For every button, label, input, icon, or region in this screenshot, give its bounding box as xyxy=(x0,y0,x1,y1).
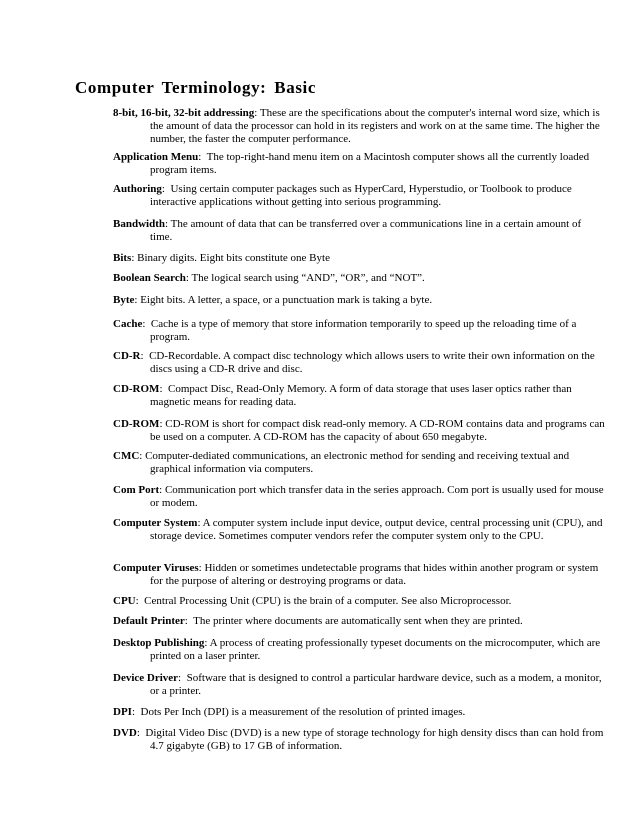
term-separator: : xyxy=(131,706,141,718)
glossary-term: Com Port xyxy=(113,484,160,496)
glossary-definition: Binary digits. Eight bits constitute one Byte xyxy=(137,252,330,264)
term-separator: : xyxy=(159,418,166,430)
glossary-definition: Compact Disc, Read-Only Memory. A form of data storage that uses laser optics rather than magnetic means for reading data. xyxy=(150,383,572,408)
glossary-definition: CD-Recordable. A compact disc technology which allows users to write their own information on the discs using a CD-R drive and disc. xyxy=(149,350,595,375)
glossary-entry xyxy=(113,706,605,719)
glossary-term: CMC xyxy=(113,450,140,462)
term-separator: : xyxy=(204,637,210,649)
glossary-term: Device Driver xyxy=(113,672,179,684)
glossary-entry xyxy=(113,350,605,376)
term-separator: : xyxy=(135,595,145,607)
glossary-term: 8-bit, 16-bit, 32-bit addressing xyxy=(113,107,255,119)
glossary-definition: A process of creating professionally typeset documents on the microcomputer, which are printed on a laser printer. xyxy=(150,637,601,662)
term-separator: : xyxy=(185,272,192,284)
glossary-definition: The printer where documents are automatically sent when they are printed. xyxy=(193,615,523,627)
glossary-term: Application Menu xyxy=(113,151,199,163)
term-separator: : xyxy=(197,517,203,529)
glossary-definition: Eight bits. A letter, a space, or a punctuation mark is taking a byte. xyxy=(140,294,433,306)
glossary-term: Bandwidth xyxy=(113,218,165,230)
glossary-entry xyxy=(113,484,605,510)
glossary-term: Desktop Publishing xyxy=(113,637,205,649)
glossary-term: Computer System xyxy=(113,517,198,529)
glossary-entry xyxy=(113,318,605,344)
glossary-term: CD-R xyxy=(113,350,141,362)
glossary-term: CD-ROM xyxy=(113,383,160,395)
glossary-definition: Communication port which transfer data in the series approach. Com port is usually used for mouse or modem. xyxy=(150,484,604,509)
glossary-definition: CD-ROM is short for compact disk read-only memory. A CD-ROM contains data and programs can be used on a computer. A CD-ROM has the capacity of about 650 megabyte. xyxy=(150,418,605,443)
glossary-term: Computer Viruses xyxy=(113,562,199,574)
glossary-entry xyxy=(113,183,605,209)
glossary-entry xyxy=(113,272,605,285)
glossary-entry xyxy=(113,562,605,588)
glossary-entry xyxy=(113,672,605,698)
glossary-term: Authoring xyxy=(113,183,162,195)
glossary-entry xyxy=(113,595,605,608)
term-separator: : xyxy=(134,294,141,306)
term-separator: : xyxy=(136,727,146,739)
term-separator: : xyxy=(159,383,168,395)
glossary-term: CPU xyxy=(113,595,136,607)
term-separator: : xyxy=(140,350,150,362)
glossary-definition: Hidden or sometimes undetectable programs that hides within another program or system for the purpose of altering or destroying programs or data. xyxy=(150,562,599,587)
glossary-term: Default Printer xyxy=(113,615,185,627)
term-separator: : xyxy=(254,107,260,119)
glossary-entry xyxy=(113,294,605,307)
glossary-entry xyxy=(113,517,605,543)
page-title: Computer Terminology: Basic xyxy=(75,78,317,97)
glossary-entry xyxy=(113,252,605,265)
glossary-term: Bits xyxy=(113,252,132,264)
glossary-term: Boolean Search xyxy=(113,272,186,284)
glossary-entry xyxy=(113,218,605,244)
glossary-entry xyxy=(113,107,605,146)
term-separator: : xyxy=(159,484,165,496)
glossary-definition: Computer-dediated communications, an electronic method for sending and receiving textual and graphical information via computers. xyxy=(145,450,570,475)
glossary-entry xyxy=(113,637,605,663)
glossary-definition: Dots Per Inch (DPI) is a measurement of the resolution of printed images. xyxy=(140,706,466,718)
glossary-term: DPI xyxy=(113,706,132,718)
glossary-entry xyxy=(113,727,605,753)
glossary-term: Cache xyxy=(113,318,143,330)
glossary-definition: The top-right-hand menu item on a Macintosh computer shows all the currently loaded program items. xyxy=(150,151,590,176)
glossary-entry xyxy=(113,418,605,444)
glossary-entry xyxy=(113,450,605,476)
glossary-definition: Software that is designed to control a particular hardware device, such as a modem, a monitor, or a printer. xyxy=(150,672,602,697)
term-separator: : xyxy=(178,672,187,684)
glossary-definition: Using certain computer packages such as HyperCard, Hyperstudio, or Toolbook to produce interactive applications without getting into serious programming. xyxy=(150,183,572,208)
term-separator: : xyxy=(142,318,151,330)
glossary-definition: The logical search using “AND”, “OR”, and “NOT”. xyxy=(191,272,425,284)
glossary-entry xyxy=(113,151,605,177)
glossary-definition: The amount of data that can be transferred over a communications line in a certain amount of time. xyxy=(150,218,582,243)
term-separator: : xyxy=(161,183,171,195)
glossary-term: DVD xyxy=(113,727,137,739)
glossary-term: CD-ROM xyxy=(113,418,160,430)
glossary-definition: Central Processing Unit (CPU) is the brain of a computer. See also Microprocessor. xyxy=(144,595,512,607)
glossary-definition: Cache is a type of memory that store information temporarily to speed up the reloading time of a program. xyxy=(150,318,577,343)
term-separator: : xyxy=(184,615,194,627)
term-separator: : xyxy=(164,218,171,230)
glossary-term: Byte xyxy=(113,294,135,306)
glossary-definition: A computer system include input device, output device, central processing unit (CPU), and storage device. Sometimes computer vendors refer the computer system only to the CPU. xyxy=(150,517,603,542)
glossary-definition: These are the specifications about the computer's internal word size, which is the amount of data the processor can hold in its registers and work on at the same time. The higher the number, the faster the computer performance. xyxy=(150,107,600,145)
glossary-entry xyxy=(113,615,605,628)
glossary-definition: Digital Video Disc (DVD) is a new type of storage technology for high density discs than can hold from 4.7 gigabyte (GB) to 17 GB of information. xyxy=(145,727,604,752)
term-separator: : xyxy=(198,151,207,163)
term-separator: : xyxy=(198,562,205,574)
term-separator: : xyxy=(139,450,146,462)
glossary-entry xyxy=(113,383,605,409)
term-separator: : xyxy=(131,252,138,264)
